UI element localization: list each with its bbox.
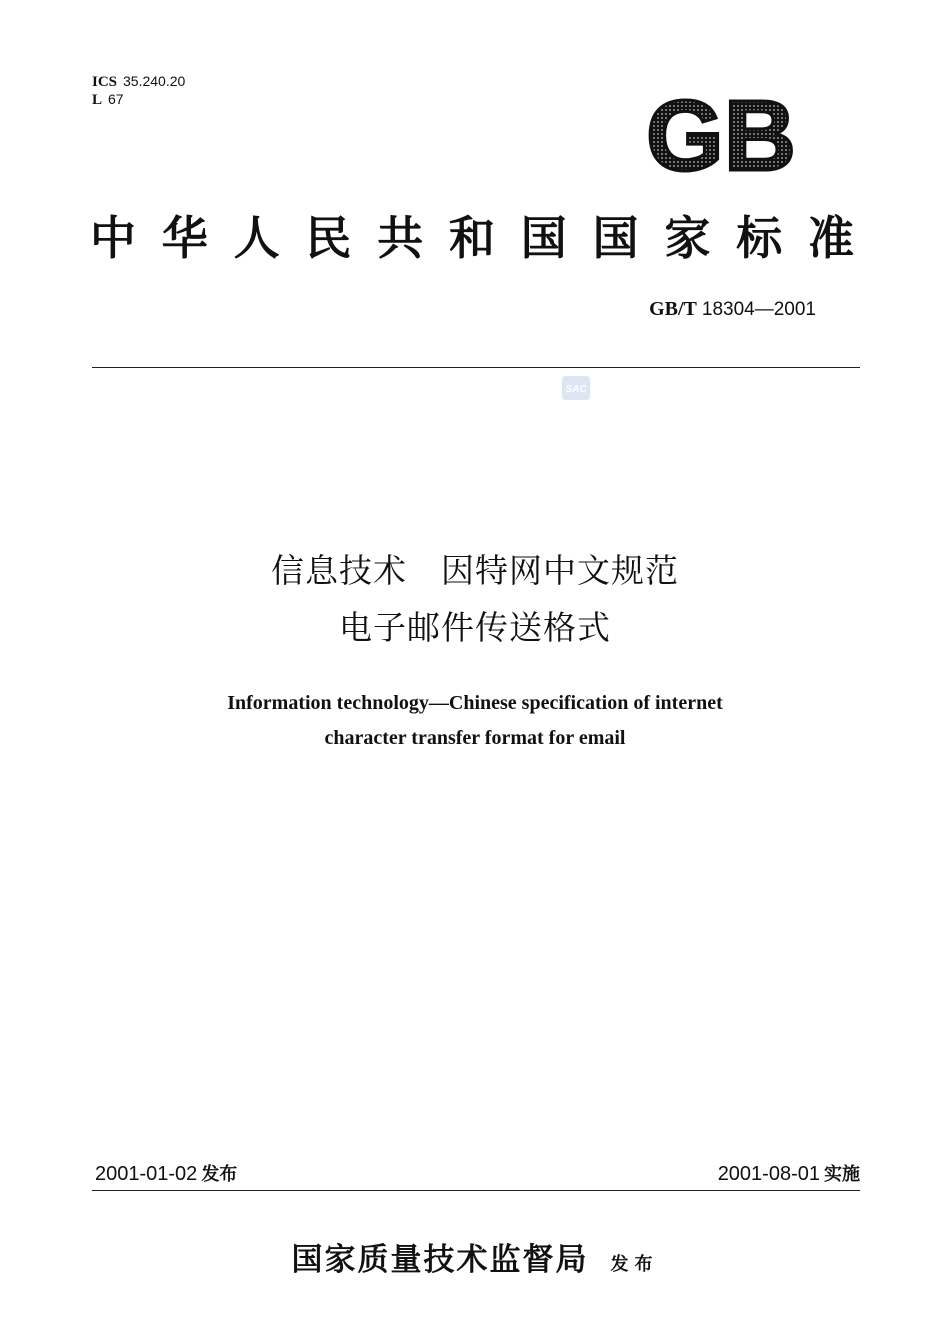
english-title-line-2: character transfer format for email [324,727,626,749]
national-standard-title: 中华人民共和国国家标准 [90,211,862,265]
english-title-line-1: Information technology—Chinese specification of internet [227,692,723,714]
ics-code: ICS 35.240.20 [92,73,186,90]
issue-date: 2001-01-02 发布 [95,1163,238,1185]
bottom-divider [92,1190,860,1191]
gb-logo [636,88,806,180]
publisher [0,1234,950,1279]
chinese-title-line-2: 电子邮件传送格式 [339,608,611,647]
chinese-title-line-1: 信息技术 因特网中文规范 [271,551,679,590]
ccs-code: L 67 [92,91,124,108]
publisher-org: 国家质量技术监督局 [291,1242,589,1278]
top-divider [92,367,860,368]
standard-number: GB/T 18304—2001 [649,298,816,320]
publisher-action: 发布 [610,1254,659,1275]
sac-watermark [562,376,590,400]
svg-text:SAC: SAC [565,384,587,395]
classification-codes [92,73,185,109]
implementation-date: 2001-08-01 实施 [717,1163,860,1185]
gb-logo-text: GB [646,88,796,180]
